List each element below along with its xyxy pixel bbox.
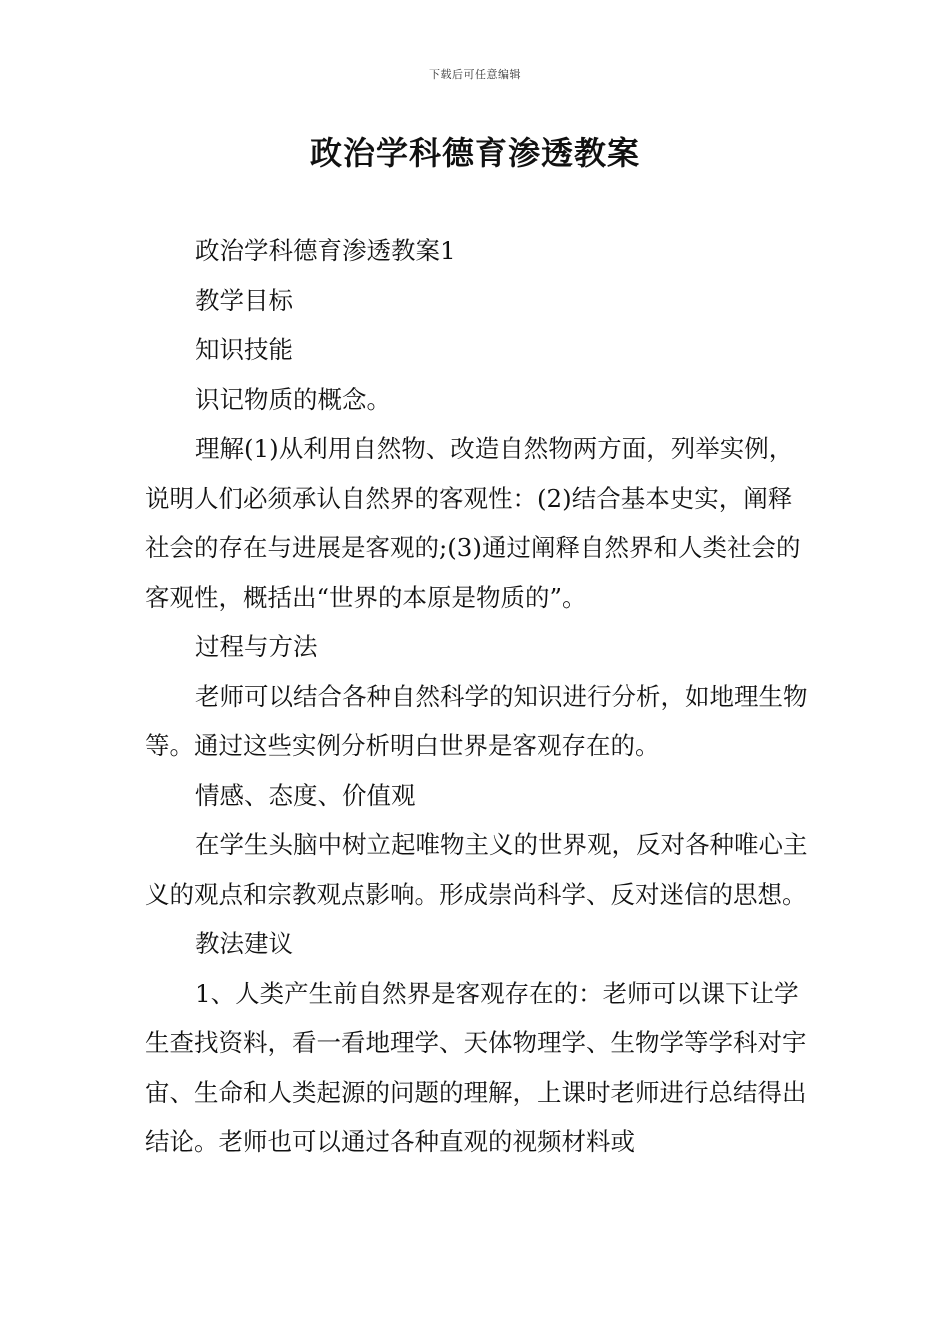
document-body	[145, 226, 810, 1167]
paragraph-text: 理解(1)从利用自然物、改造自然物两方面，列举实例，说明人们必须承认自然界的客观性：(2)结合基本史实，阐释社会的存在与进展是客观的;(3)通过阐释自然界和人类社会的客观性，概括出“世界的本原是物质的”。	[145, 434, 801, 612]
paragraph-text: 老师可以结合各种自然科学的知识进行分析，如地理生物等。通过这些实例分析明白世界是客观存在的。	[145, 681, 808, 760]
document-title: 政治学科德育渗透教案	[309, 134, 640, 172]
paragraph-heading-goals: 教学目标	[195, 285, 293, 315]
paragraph-heading-methods: 教法建议	[195, 929, 293, 958]
paragraph-heading-values: 情感、态度、价值观	[195, 780, 416, 810]
paragraph-heading-process: 过程与方法	[195, 632, 318, 661]
header-note: 下载后可任意编辑	[429, 68, 521, 81]
paragraph-text: 识记物质的概念。	[195, 384, 391, 414]
paragraph-text: 在学生头脑中树立起唯物主义的世界观，反对各种唯心主义的观点和宗教观点影响。形成崇尚科学、反对迷信的思想。	[145, 830, 808, 909]
paragraph-heading-skills: 知识技能	[195, 335, 293, 364]
paragraph-text: 1、人类产生前自然界是客观存在的：老师可以课下让学生查找资料，看一看地理学、天体物理学、生物学等学科对宇宙、生命和人类起源的问题的理解，上课时老师进行总结得出结论。老师也可以通过各种直观的视频材料或	[145, 978, 807, 1156]
paragraph-subtitle: 政治学科德育渗透教案1	[195, 236, 456, 265]
